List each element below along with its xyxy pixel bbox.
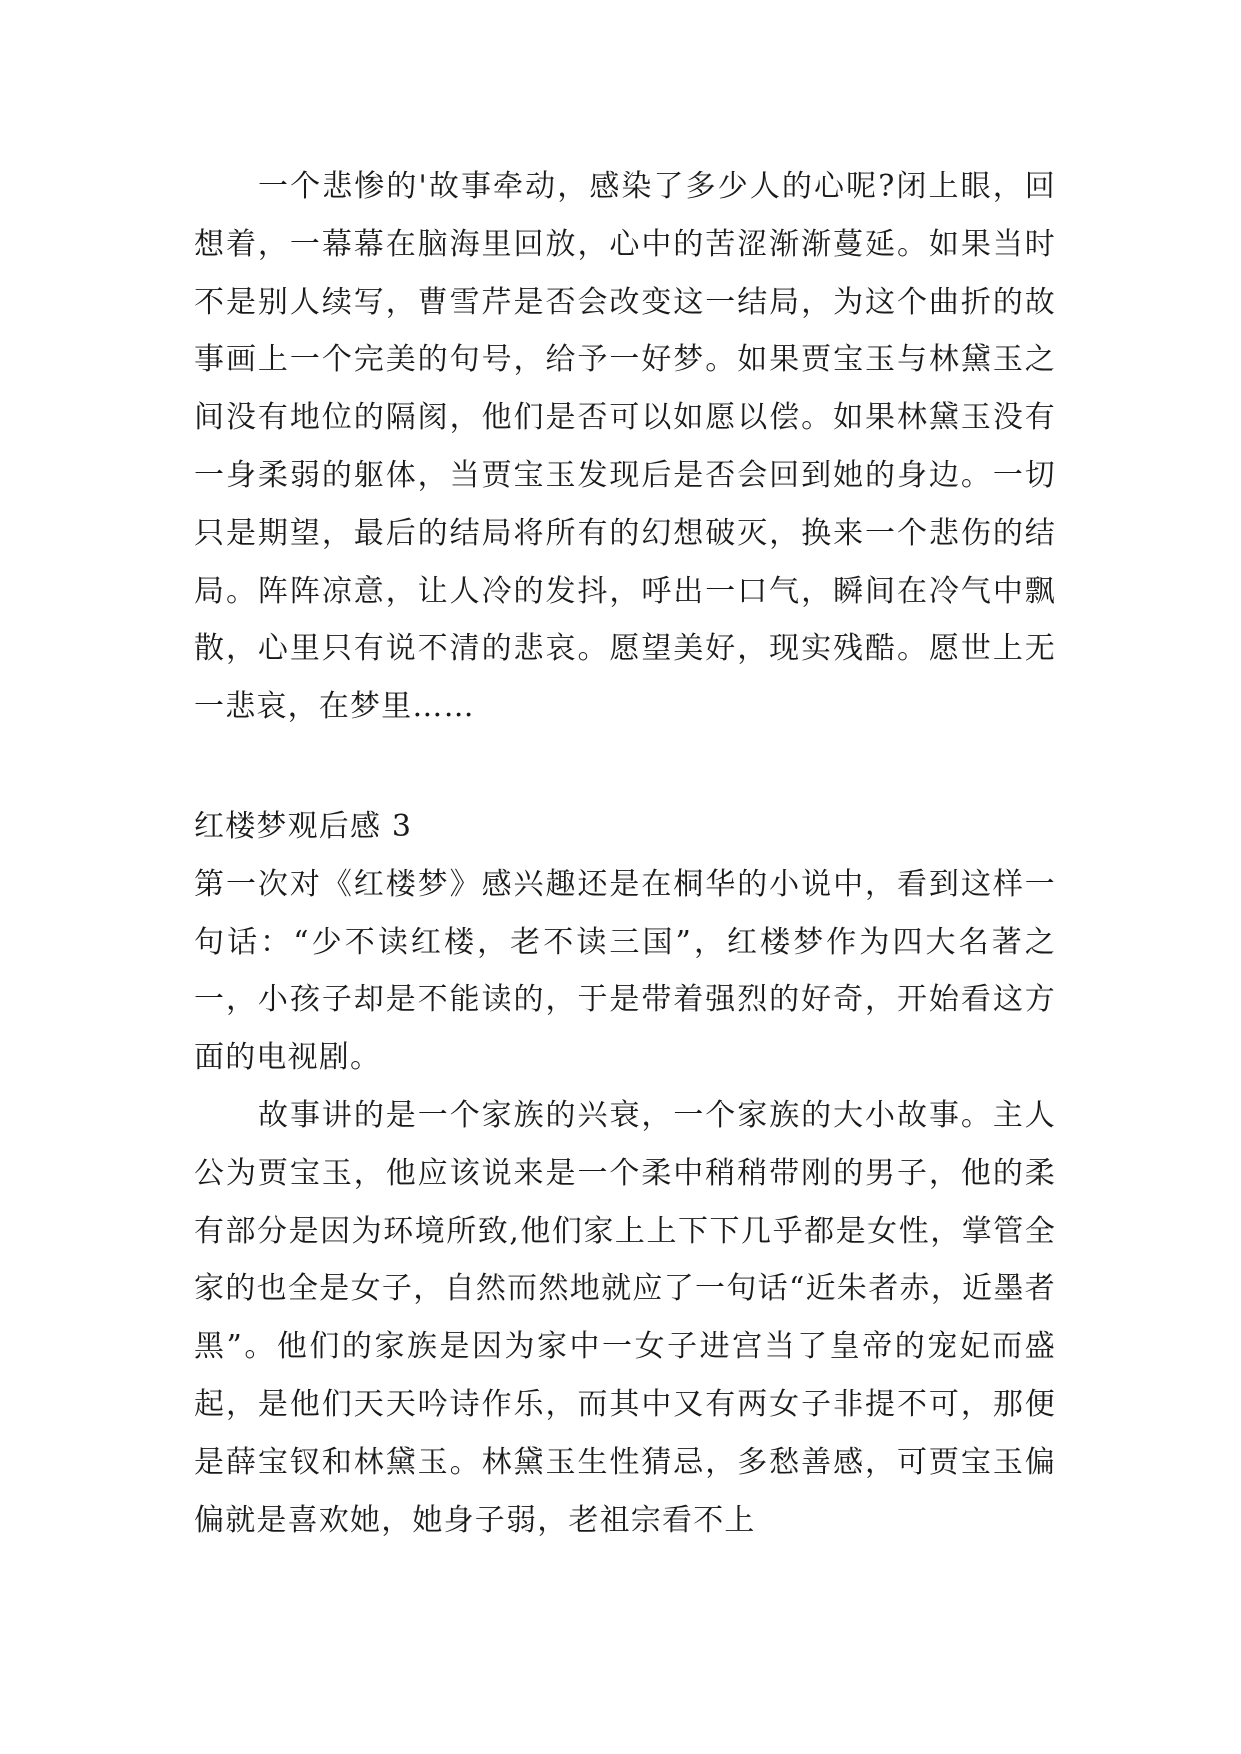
paragraph-2: 第一次对《红楼梦》感兴趣还是在桐华的小说中，看到这样一句话：“少不读红楼，老不读三国”，红楼梦作为四大名著之一，小孩子却是不能读的，于是带着强烈的好奇，开始看这方面的电视剧。: [194, 866, 1056, 1076]
document-body: [194, 158, 1056, 1549]
paragraph-3: 故事讲的是一个家族的兴衰，一个家族的大小故事。主人公为贾宝玉，他应该说来是一个柔中稍稍带刚的男子，他的柔有部分是因为环境所致,他们家上上下下几乎都是女性，掌管全家的也全是女子，自然而然地就应了一句话“近朱者赤，近墨者黑”。他们的家族是因为家中一女子进宫当了皇帝的宠妃而盛起，是他们天天吟诗作乐，而其中又有两女子非提不可，那便是薛宝钗和林黛玉。林黛玉生性猜忌，多愁善感，可贾宝玉偏偏就是喜欢她，她身子弱，老祖宗看不上: [194, 1097, 1056, 1538]
paragraph-1: 一个悲惨的'故事牵动，感染了多少人的心呢?闭上眼，回想着，一幕幕在脑海里回放，心中的苦涩渐渐蔓延。如果当时不是别人续写，曹雪芹是否会改变这一结局，为这个曲折的故事画上一个完美的句号，给予一好梦。如果贾宝玉与林黛玉之间没有地位的隔阂，他们是否可以如愿以偿。如果林黛玉没有一身柔弱的躯体，当贾宝玉发现后是否会回到她的身边。一切只是期望，最后的结局将所有的幻想破灭，换来一个悲伤的结局。阵阵凉意，让人冷的发抖，呼出一口气，瞬间在冷气中飘散，心里只有说不清的悲哀。愿望美好，现实残酷。愿世上无一悲哀，在梦里……: [194, 169, 1056, 725]
section-heading: 红楼梦观后感 3: [194, 808, 413, 844]
